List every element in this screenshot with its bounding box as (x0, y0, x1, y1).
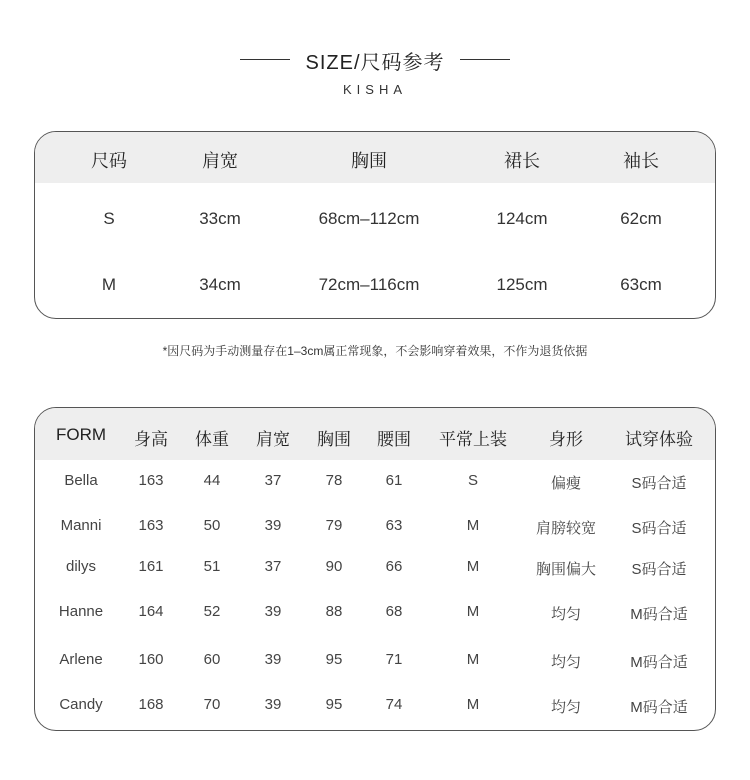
fit-header-row (35, 408, 715, 460)
fit-cell: 163 (138, 517, 164, 534)
size-col-header: 胸围 (351, 151, 387, 171)
brand-name: KISHA (342, 82, 407, 97)
fit-cell: S码合适 (631, 475, 687, 492)
fit-cell: Arlene (59, 651, 103, 668)
fit-col-header: 体重 (195, 430, 229, 449)
fit-cell: 44 (203, 472, 221, 489)
fit-cell: 168 (138, 696, 164, 713)
size-chart-table (34, 131, 716, 319)
fit-cell: S码合适 (631, 561, 687, 578)
fit-cell: 胸围偏大 (535, 561, 597, 578)
fit-cell: 39 (264, 603, 282, 620)
fit-cell: 39 (264, 696, 282, 713)
fit-cell: S (467, 472, 479, 489)
fit-cell: 79 (325, 517, 343, 534)
fit-cell: M码合适 (630, 606, 688, 623)
page-title: SIZE/尺码参考 (305, 52, 445, 74)
fit-col-header: 身形 (549, 430, 583, 449)
fit-row (35, 517, 715, 541)
size-cell: 68cm–112cm (318, 209, 420, 228)
fit-cell: 偏瘦 (550, 475, 582, 492)
size-chart-row (35, 209, 715, 239)
fit-cell: 39 (264, 517, 282, 534)
fit-cell: 95 (325, 651, 343, 668)
fit-row (35, 603, 715, 627)
fit-cell: S码合适 (631, 520, 687, 537)
fit-cell: 52 (203, 603, 221, 620)
fit-cell: 均匀 (550, 654, 582, 671)
fit-cell: 164 (138, 603, 164, 620)
fit-col-header: 腰围 (377, 430, 411, 449)
fit-cell: 60 (203, 651, 221, 668)
fit-row (35, 696, 715, 720)
fit-cell: Bella (64, 472, 98, 489)
title-divider-right (460, 59, 510, 60)
fit-cell: 61 (385, 472, 403, 489)
fit-cell: M (466, 696, 480, 713)
fit-cell: M (466, 603, 480, 620)
fit-cell: 95 (325, 696, 343, 713)
fit-cell: 37 (264, 558, 282, 575)
fit-cell: dilys (65, 558, 97, 575)
fit-cell: 均匀 (550, 606, 582, 623)
fit-cell: 肩膀较宽 (535, 520, 597, 537)
fit-row (35, 558, 715, 582)
size-cell: 62cm (620, 209, 662, 228)
size-chart-row (35, 275, 715, 305)
size-cell: 124cm (496, 209, 548, 228)
fit-cell: 37 (264, 472, 282, 489)
size-col-header: 肩宽 (202, 151, 238, 171)
size-cell: 33cm (199, 209, 241, 228)
fit-cell: 88 (325, 603, 343, 620)
fit-cell: Hanne (58, 603, 104, 620)
fit-cell: M码合适 (630, 654, 688, 671)
size-chart-header-row (35, 132, 715, 183)
fit-cell: 160 (138, 651, 164, 668)
size-cell: 125cm (496, 275, 548, 294)
fit-col-header: 身高 (134, 430, 168, 449)
fit-cell: 163 (138, 472, 164, 489)
fit-cell: 63 (385, 517, 403, 534)
fit-col-header: 试穿体验 (625, 430, 693, 449)
size-cell: S (103, 209, 115, 228)
fit-cell: 68 (385, 603, 403, 620)
fit-col-header: 胸围 (317, 430, 351, 449)
model-fit-table (34, 407, 716, 731)
size-col-header: 裙长 (504, 151, 540, 171)
fit-row (35, 472, 715, 496)
fit-cell: 74 (385, 696, 403, 713)
fit-cell: 均匀 (550, 699, 582, 716)
fit-cell: 50 (203, 517, 221, 534)
fit-cell: 66 (385, 558, 403, 575)
measurement-note: *因尺码为手动测量存在1–3cm属正常现象，不会影响穿着效果，不作为退货依据 (162, 344, 588, 358)
fit-col-header: 肩宽 (256, 430, 290, 449)
size-col-header: 尺码 (91, 151, 127, 171)
fit-cell: M码合适 (630, 699, 688, 716)
fit-cell: Manni (60, 517, 102, 534)
fit-cell: 70 (203, 696, 221, 713)
fit-cell: 39 (264, 651, 282, 668)
page-header (0, 46, 750, 72)
fit-cell: 161 (138, 558, 164, 575)
fit-cell: 90 (325, 558, 343, 575)
size-cell: 72cm–116cm (318, 275, 420, 294)
fit-col-header: 平常上装 (439, 430, 507, 449)
fit-col-header: FORM (55, 425, 107, 444)
size-cell: 34cm (199, 275, 241, 294)
size-cell: M (101, 275, 117, 294)
fit-cell: M (466, 517, 480, 534)
fit-cell: M (466, 651, 480, 668)
fit-cell: 51 (203, 558, 221, 575)
fit-cell: Candy (59, 696, 103, 713)
size-col-header: 袖长 (623, 151, 659, 171)
fit-cell: 71 (385, 651, 403, 668)
size-cell: 63cm (620, 275, 662, 294)
fit-cell: M (466, 558, 480, 575)
fit-cell: 78 (325, 472, 343, 489)
fit-row (35, 651, 715, 675)
